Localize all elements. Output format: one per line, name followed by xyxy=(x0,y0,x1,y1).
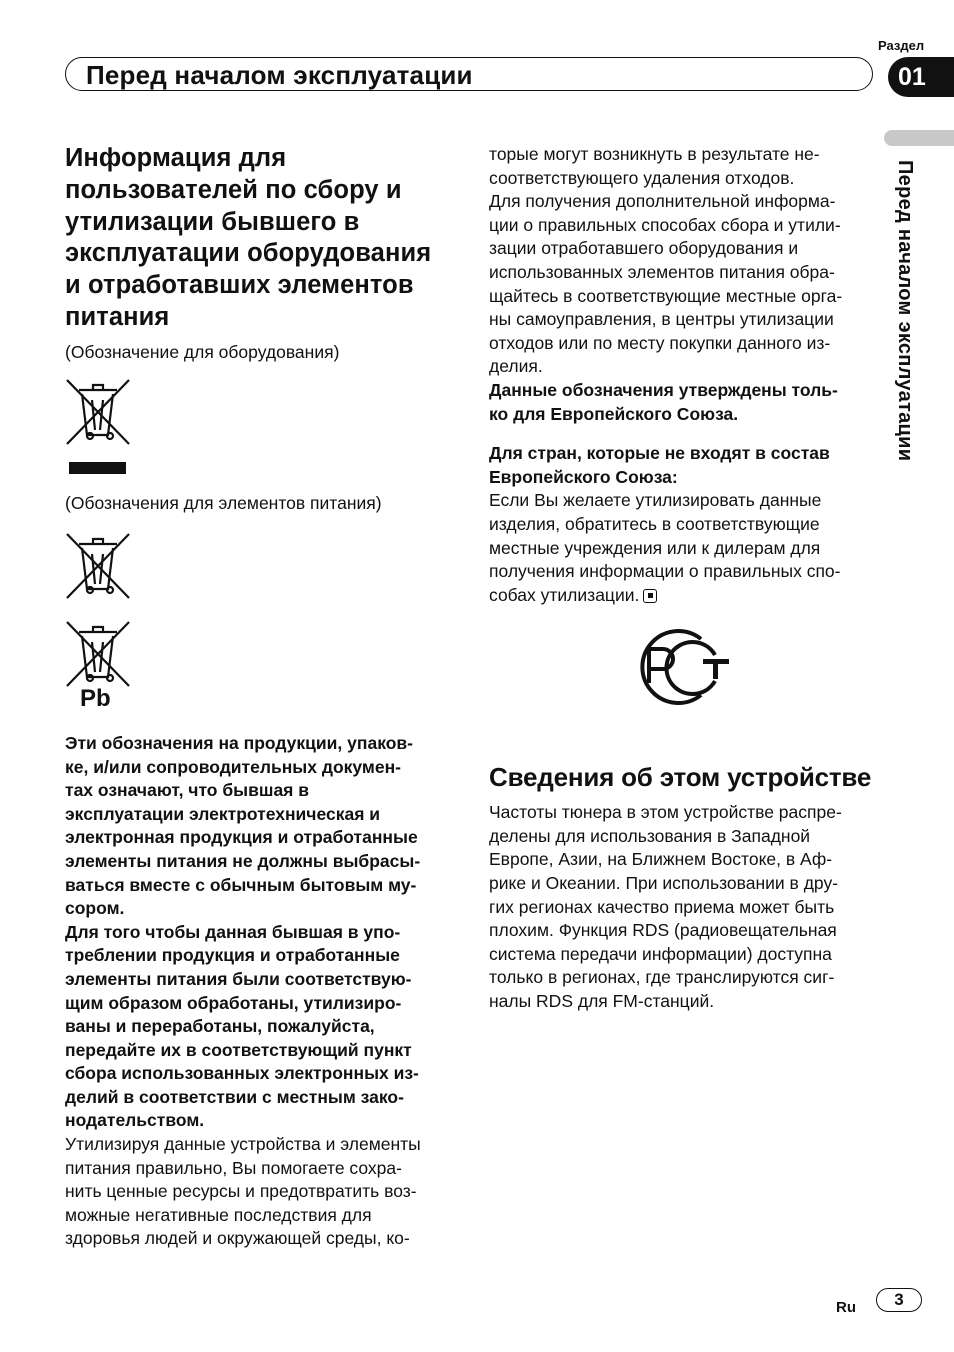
text-line: треблении продукция и отработанные xyxy=(65,945,400,966)
text-line: изделия, обратитесь в соответствующие xyxy=(489,513,820,534)
text-line: ваться вместе с обычным бытовым му- xyxy=(65,874,417,895)
text-line: эксплуатации электротехническая и xyxy=(65,803,381,824)
text-line: Для стран, которые не входят в состав xyxy=(489,443,830,464)
paragraph-3 xyxy=(65,1133,460,1251)
heading-line: утилизации бывшего в xyxy=(65,207,360,236)
text-line: Данные обозначения утверждены толь- xyxy=(489,379,838,400)
text-line-content: собах утилизации. xyxy=(489,584,640,605)
crossed-bin-icon xyxy=(65,378,137,478)
text-line: Если Вы желаете утилизировать данные xyxy=(489,490,822,511)
non-eu-heading xyxy=(489,442,889,489)
text-line: Для того чтобы данная бывшая в упо- xyxy=(65,921,401,942)
heading-line: эксплуатации оборудования xyxy=(65,239,432,268)
text-line: гих регионах качество приема может быть xyxy=(489,896,835,917)
text-line: ваны и переработаны, пожалуйста, xyxy=(65,1016,375,1037)
text-line: ке, и/или сопроводительных докумен- xyxy=(65,756,401,777)
text-line: сбора использованных электронных из- xyxy=(65,1063,419,1084)
text-line: элементы питания были соответствую- xyxy=(65,968,412,989)
section-number-badge: 01 xyxy=(888,57,954,97)
section-heading xyxy=(65,143,460,334)
text-line: Утилизируя данные устройства и элементы xyxy=(65,1134,421,1155)
side-tab-title: Перед началом эксплуатации xyxy=(894,160,916,462)
page-title: Перед началом эксплуатации xyxy=(86,60,473,90)
crossed-bin-battery-icon xyxy=(65,532,137,604)
caption-equipment: (Обозначение для оборудования) xyxy=(65,341,340,362)
text-line: отходов или по месту покупки данного из- xyxy=(489,332,831,353)
text-line: соответствующего удаления отходов. xyxy=(489,167,795,188)
text-line xyxy=(489,584,889,608)
language-code: Ru xyxy=(836,1299,856,1316)
section-label: Раздел xyxy=(878,38,925,53)
text-line: тах означают, что бывшая в xyxy=(65,780,310,801)
heading-line: питания xyxy=(65,302,170,331)
text-line: делий в соответствии с местным зако- xyxy=(65,1086,404,1107)
text-line: Эти обозначения на продукции, упаков- xyxy=(65,732,413,753)
text-line: торые могут возникнуть в результате не- xyxy=(489,144,820,164)
text-line: здоровья людей и окружающей среды, ко- xyxy=(65,1228,410,1249)
device-info-heading: Сведения об этом устройстве xyxy=(489,762,872,793)
text-line: элементы питания не должны выбрасы- xyxy=(65,850,421,871)
text-line: можные негативные последствия для xyxy=(65,1204,372,1225)
crossed-bin-pb-icon xyxy=(65,620,137,692)
text-line: местные учреждения или к дилерам для xyxy=(489,537,821,558)
eu-only-note xyxy=(489,379,889,426)
text-line: система передачи информации) доступна xyxy=(489,943,832,964)
left-column xyxy=(65,143,460,1251)
text-line: Европейского Союза: xyxy=(489,466,678,487)
text-line: Для получения дополнительной информа- xyxy=(489,191,836,212)
pb-label: Pb xyxy=(80,684,111,712)
text-line: рике и Океании. При использовании в дру- xyxy=(489,873,839,894)
pct-certification-mark-icon xyxy=(629,625,733,709)
crossed-bin-pb-symbol xyxy=(65,620,460,716)
heading-line: и отработавших элементов xyxy=(65,271,414,300)
text-line: Европе, Азии, на Ближнем Востоке, в Аф- xyxy=(489,849,833,870)
right-column xyxy=(489,143,889,1014)
text-line: ции о правильных способах сбора и утили- xyxy=(489,214,841,235)
caption-batteries: (Обозначения для элементов питания) xyxy=(65,493,382,514)
text-line: щим образом обработаны, утилизиро- xyxy=(65,992,402,1013)
text-line: питания правильно, Вы помогаете сохра- xyxy=(65,1157,402,1178)
device-info-paragraph xyxy=(489,801,889,1013)
text-line: ны самоуправления, в центры утилизации xyxy=(489,309,834,330)
text-line: делия. xyxy=(489,356,543,377)
text-line: получения информации о правильных спо- xyxy=(489,561,841,582)
text-line: зации отработавшего оборудования и xyxy=(489,238,799,259)
page-number: 3 xyxy=(876,1288,922,1312)
text-line: только в регионах, где транслируются сиг- xyxy=(489,967,835,988)
heading-line: пользователей по сбору и xyxy=(65,175,402,204)
text-line: передайте их в соответствующий пункт xyxy=(65,1039,412,1060)
text-line: плохим. Функция RDS (радиовещательная xyxy=(489,920,837,941)
text-line: сором. xyxy=(65,898,125,919)
side-tab-marker xyxy=(884,130,954,146)
text-line: нодательством. xyxy=(65,1110,205,1131)
heading-line: Информация для xyxy=(65,144,287,172)
text-line: ко для Европейского Союза. xyxy=(489,403,739,424)
text-line: электронная продукция и отработанные xyxy=(65,827,418,848)
bold-paragraph-1 xyxy=(65,732,460,921)
non-eu-paragraph xyxy=(489,489,889,607)
text-line: нить ценные ресурсы и предотвратить воз- xyxy=(65,1181,417,1202)
bold-paragraph-2 xyxy=(65,921,460,1133)
disposal-paragraph xyxy=(489,143,889,379)
text-line: налы RDS для FM-станций. xyxy=(489,991,715,1012)
text-line: щайтесь в соответствующие местные орга- xyxy=(489,285,843,306)
end-of-section-icon xyxy=(643,589,657,603)
text-line: использованных элементов питания обра- xyxy=(489,261,835,282)
text-line: Частоты тюнера в этом устройстве распре- xyxy=(489,802,842,823)
text-line: делены для использования в Западной xyxy=(489,825,811,846)
